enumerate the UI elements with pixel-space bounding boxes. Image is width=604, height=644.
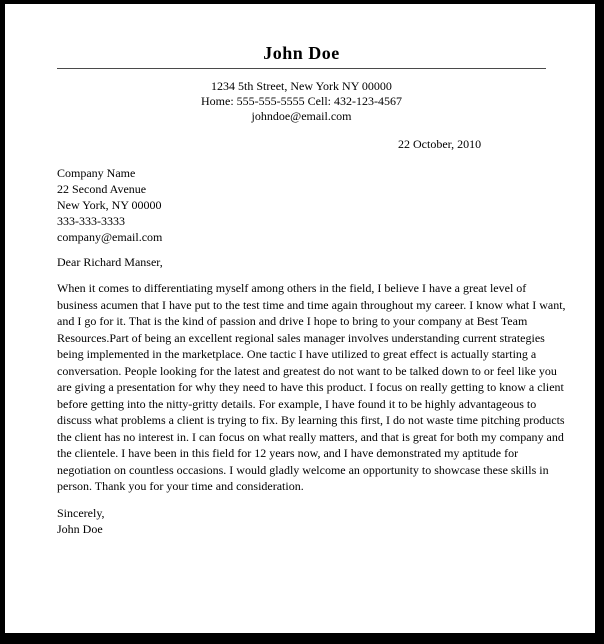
recipient-company: Company Name [57,166,136,180]
salutation: Dear Richard Manser, [57,255,163,269]
author-phones: Home: 555-555-5555 Cell: 432-123-4567 [201,94,402,108]
recipient-city: New York, NY 00000 [57,198,162,212]
closing: Sincerely, [57,505,105,520]
letter-content [5,4,595,537]
letter-body-paragraph: When it comes to differentiating myself among others in the field, I believe I have a great level of business acumen that I have put to the test time and time again throughout my career. I know what I want, and I go for it. That is the kind of passion and drive I hope to bring to your company at Best Team Resources.Part of being an excellent regional sales manager involves understanding current strategies being implemented in the marketplace. One tactic I have utilized to great effect is actually starting a conversation. People looking for the latest and greatest do not want to be talked down to or feel like you are giving a presentation for why they need to have this product. I focus on really getting to know a client before getting into the nitty-gritty details. For example, I have found it to be highly advantageous to discuss what problems a client is trying to fix. By learning this first, I do not waste time pitching products the client has no interest in. I can focus on what really matters, and that is great for both my company and the clientele. I have been in this field for 12 years now, and I have demonstrated my aptitude for negotiation on countless occasions. I would gladly welcome an opportunity to showcase these skills in person. Thank you for your time and consideration. [57,281,566,493]
recipient-street: 22 Second Avenue [57,182,147,196]
letter-date: 22 October, 2010 [398,137,482,151]
author-address: 1234 5th Street, New York NY 00000 [211,79,392,93]
author-contact-block [57,79,546,124]
header-divider [57,68,546,69]
signature-name: John Doe [57,521,103,536]
author-email: johndoe@email.com [251,109,352,123]
recipient-phone: 333-333-3333 [57,214,125,228]
recipient-block [57,165,546,245]
author-name-heading: John Doe [263,43,340,63]
letter-page [5,4,595,633]
recipient-email: company@email.com [57,230,163,244]
